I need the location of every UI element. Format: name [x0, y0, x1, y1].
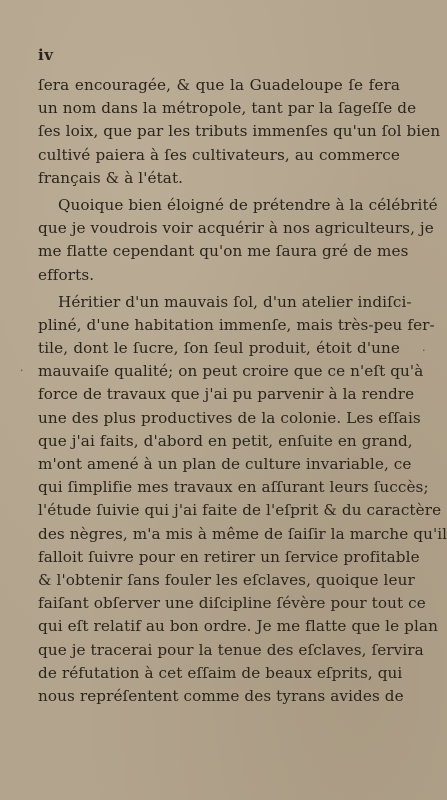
page-number: iv: [38, 46, 54, 64]
text-line: nous repréſentent comme des tyrans avides de: [38, 686, 404, 705]
text-line: force de travaux que j'ai pu parvenir à la rendre: [38, 385, 415, 404]
text-line: une des plus productives de la colonie. Les eſſais: [38, 408, 421, 427]
margin-mark-right: ·: [422, 344, 426, 357]
text-line: français & à l'état.: [38, 168, 184, 187]
text-line: que j'ai faits, d'abord en petit, enſuite en grand,: [38, 431, 413, 450]
paragraph-1: [38, 74, 441, 190]
text-line: mauvaiſe qualité; on peut croire que ce n'eſt qu'à: [38, 362, 424, 381]
text-line: que je tracerai pour la tenue des eſclaves, ſervira: [38, 640, 424, 659]
body-text: [38, 74, 447, 708]
text-line: m'ont amené à un plan de culture invariable, ce: [38, 455, 412, 473]
text-line: & l'obtenir ſans fouler les eſclaves, quoique leur: [38, 570, 415, 589]
text-line: faiſant obſerver une diſcipline ſévère pour tout ce: [38, 594, 426, 613]
paragraph-3: [38, 291, 447, 708]
text-line: des nègres, m'a mis à même de ſaiſir la marche qu'il: [38, 524, 447, 543]
text-line: ſes loix, que par les tributs immenſes qu'un ſol bien: [38, 122, 441, 141]
text-line: que je voudrois voir acquérir à nos agriculteurs, je: [38, 219, 434, 238]
text-line: ſera encouragée, & que la Guadeloupe ſe fera: [38, 76, 400, 94]
text-line: tile, dont le ſucre, ſon ſeul produit, étoit d'une: [38, 339, 400, 358]
text-line: l'étude ſuivie qui j'ai faite de l'eſprit & du caractère: [38, 501, 442, 520]
text-line: cultivé paiera à ſes cultivateurs, au commerce: [38, 145, 400, 164]
text-line: de réfutation à cet eſſaim de beaux eſprits, qui: [38, 663, 403, 682]
text-line: falloit ſuivre pour en retirer un ſervice profitable: [38, 547, 420, 566]
text-line: Quoique bien éloigné de prétendre à la célébrité: [58, 195, 438, 214]
text-line: qui ſimplifie mes travaux en aſſurant leurs ſuccès;: [38, 478, 429, 497]
text-line: Héritier d'un mauvais ſol, d'un atelier indiſci-: [58, 292, 412, 311]
text-line: pliné, d'une habitation immenſe, mais très-peu fer-: [38, 315, 435, 334]
margin-mark-left: ·: [20, 364, 24, 377]
text-line: efforts.: [38, 265, 95, 284]
text-line: me flatte cependant qu'on me ſaura gré de mes: [38, 242, 409, 261]
text-line: un nom dans la métropole, tant par la ſageſſe de: [38, 99, 417, 118]
paragraph-2: [38, 194, 438, 287]
text-line: qui eſt relatif au bon ordre. Je me flatte que le plan: [38, 617, 438, 636]
